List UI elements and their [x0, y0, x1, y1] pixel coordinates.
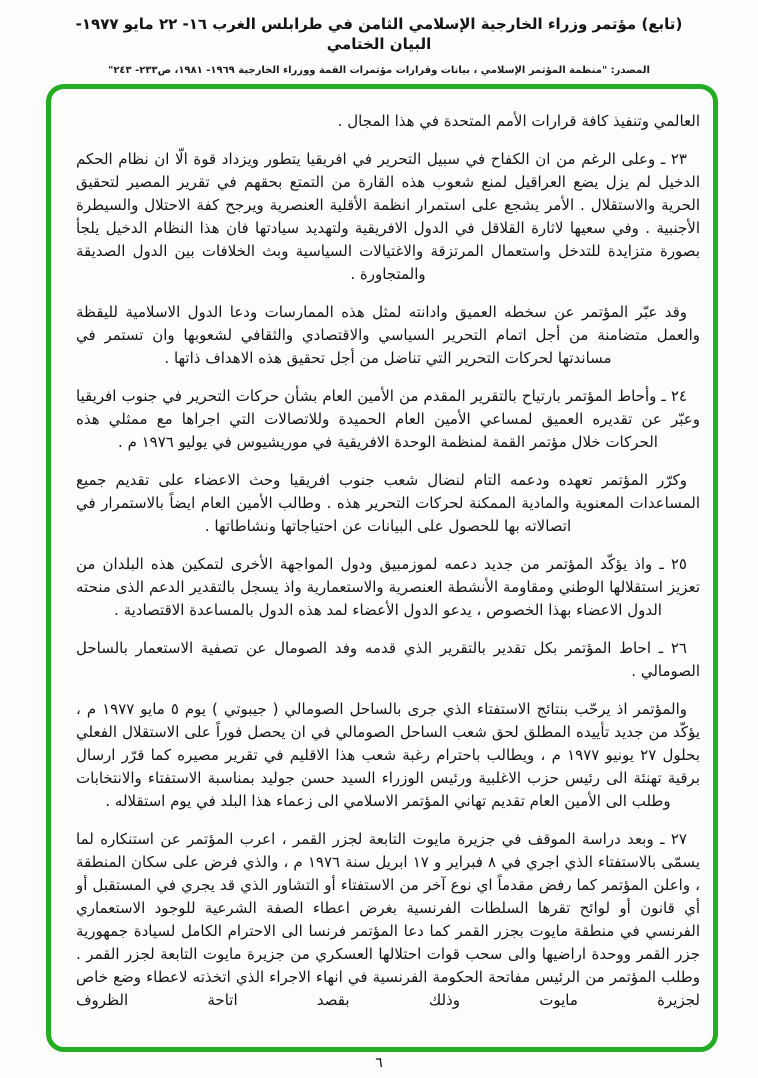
paragraph-support-pledge: وكرّر المؤتمر تعهده ودعمه التام لنضال شعب جنوب افريقيا وحث الاعضاء على تقديم جميع المساعدات المعنوية والمادية الممكنة لحركات التحرير هذه . وطالب الأمين العام ايضاً بالاستمرار في اتصالاته بها للحصول على البيانات عن احتياجاتها ونشاطاتها .: [76, 471, 700, 535]
paragraph-25: ٢٥ ـ واذ يؤكّد المؤتمر من جديد دعمه لموزمبيق ودول المواجهة الأخرى لتمكين هذه البلدان من تعزيز استقلالها الوطني ومقاومة الأنشطة العنصرية والاستعمارية واذ يسجل بالتقدير الدعم الذى منحته الدول الاعضاء بهذا الخصوص ، يدعو الدول الأعضاء لمد هذه الدول بالمساعدة الاقتصادية .: [76, 555, 700, 619]
source-citation: المصدر: "منظمة المؤتمر الإسلامي ، بيانات وقرارات مؤتمرات القمة ووزراء الخارجية ١٩٦٩- ١٩٨١، ص٢٣٣- ٢٤٣": [108, 65, 650, 76]
page-header: [0, 0, 758, 76]
paragraph-23: ٢٣ ـ وعلى الرغم من ان الكفاح في سبيل التحرير في افريقيا يتطور ويزداد قوة الّا ان نظام الحكم الدخيل لم يزل يضع العراقيل لمنع شعوب هذه القارة من التمتع بحقهم في تقرير المصير لتحقيق الحرية والاستقلال . الأمر يشجع على استمرار انظمة الأقلية العنصرية ويرجح كفة الاحتلال والسيطرة الأجنبية . وفي سعيها لاثارة القلاقل في الدول الافريقية ولتهديد سيادتها فان هذا النظام الدخيل يلجأ بصورة متزايدة للتدخل واستعمال المرتزقة والاغتيالات السياسية وبث الخلافات بين الدول الصديقة والمتجاورة .: [76, 150, 700, 283]
paragraph-djibouti-referendum: والمؤتمر اذ يرحّب بنتائج الاستفتاء الذي جرى بالساحل الصومالي ( جيبوتي ) يوم ٥ مايو ١٩٧٧ م ، يؤكّد من جديد تأييده المطلق لحق شعب الساحل الصومالي في ان يحصل فوراً على الاستقلال الفعلي بحلول ٢٧ يونيو ١٩٧٧ م ، ويطالب باحترام رغبة شعب هذا الاقليم في تقرير مصيره كما قرّر ارسال برقية تهنئة الى رئيس حزب الاغلبية ورئيس الوزراء السيد حسن جوليد بمناسبة الاستفتاء والانتخابات وطلب الى الأمين العام تقديم تهاني المؤتمر الاسلامي الى زعماء هذا البلد في يوم استقلاله .: [76, 700, 700, 810]
paragraph-continuation: العالمي وتنفيذ كافة قرارات الأمم المتحدة في هذا المجال .: [337, 112, 700, 130]
document-title: (تابع) مؤتمر وزراء الخارجية الإسلامي الثامن في طرابلس الغرب ١٦- ٢٢ مايو ١٩٧٧- البيان الختامي: [75, 15, 683, 53]
document-frame: [46, 84, 718, 1052]
paragraph-27: ٢٧ ـ وبعد دراسة الموقف في جزيرة مايوت التابعة لجزر القمر ، اعرب المؤتمر عن استنكاره لما يسمّى بالاستفتاء الذي اجري في ٨ فبراير و ١٧ ابريل سنة ١٩٧٦ م ، والذي فرض على سكان المنطقة ، واعلن المؤتمر كما رفض مقدماً اي نوع آخر من الاستفتاء أو التشاور الذي قد يجري في المستقبل أو أي قانون أو لوائح تقرها السلطات الفرنسية بغرض اعطاء الصفة الشرعية للوجود الاستعماري الفرنسي في منطقة مايوت بجزر القمر كما دعا المؤتمر فرنسا الى الاحترام الكامل لسيادة جمهورية جزر القمر ووحدة اراضيها والى سحب قوات احتلالها العسكري من جزيرة مايوت التابعة لجزر القمر . وطلب المؤتمر من الرئيس مفاتحة الحكومة الفرنسية في انهاء الاجراء الذي اتخذته لاعطاء وضع خاص لجزيرة مايوت وذلك بقصد اتاحة الظروف: [76, 830, 700, 1009]
document-body: [76, 110, 700, 1012]
paragraph-26: ٢٦ ـ احاط المؤتمر بكل تقدير بالتقرير الذي قدمه وفد الصومال عن تصفية الاستعمار بالساحل الصومالي .: [76, 639, 700, 680]
paragraph-24: ٢٤ ـ وأحاط المؤتمر بارتياح بالتقرير المقدم من الأمين العام بشأن حركات التحرير في جنوب افريقيا وعبّر عن تقديره العميق لمساعي الأمين العام الحميدة وللاتصالات التي اجراها مع ممثلي هذه الحركات خلال مؤتمر القمة لمنظمة الوحدة الافريقية في موريشيوس في يوليو ١٩٧٦ م .: [76, 387, 700, 451]
paragraph-condemnation: وقد عبّر المؤتمر عن سخطه العميق وادانته لمثل هذه الممارسات ودعا الدول الاسلامية لليقظة والعمل متضامنة من أجل اتمام التحرير السياسي والاقتصادي والثقافي لشعوبها وان تستمر في مساندتها لحركات التحرير التي تناضل من أجل تحقيق هذه الاهداف ذاتها .: [76, 303, 700, 367]
page-number: ٦: [375, 1055, 383, 1071]
